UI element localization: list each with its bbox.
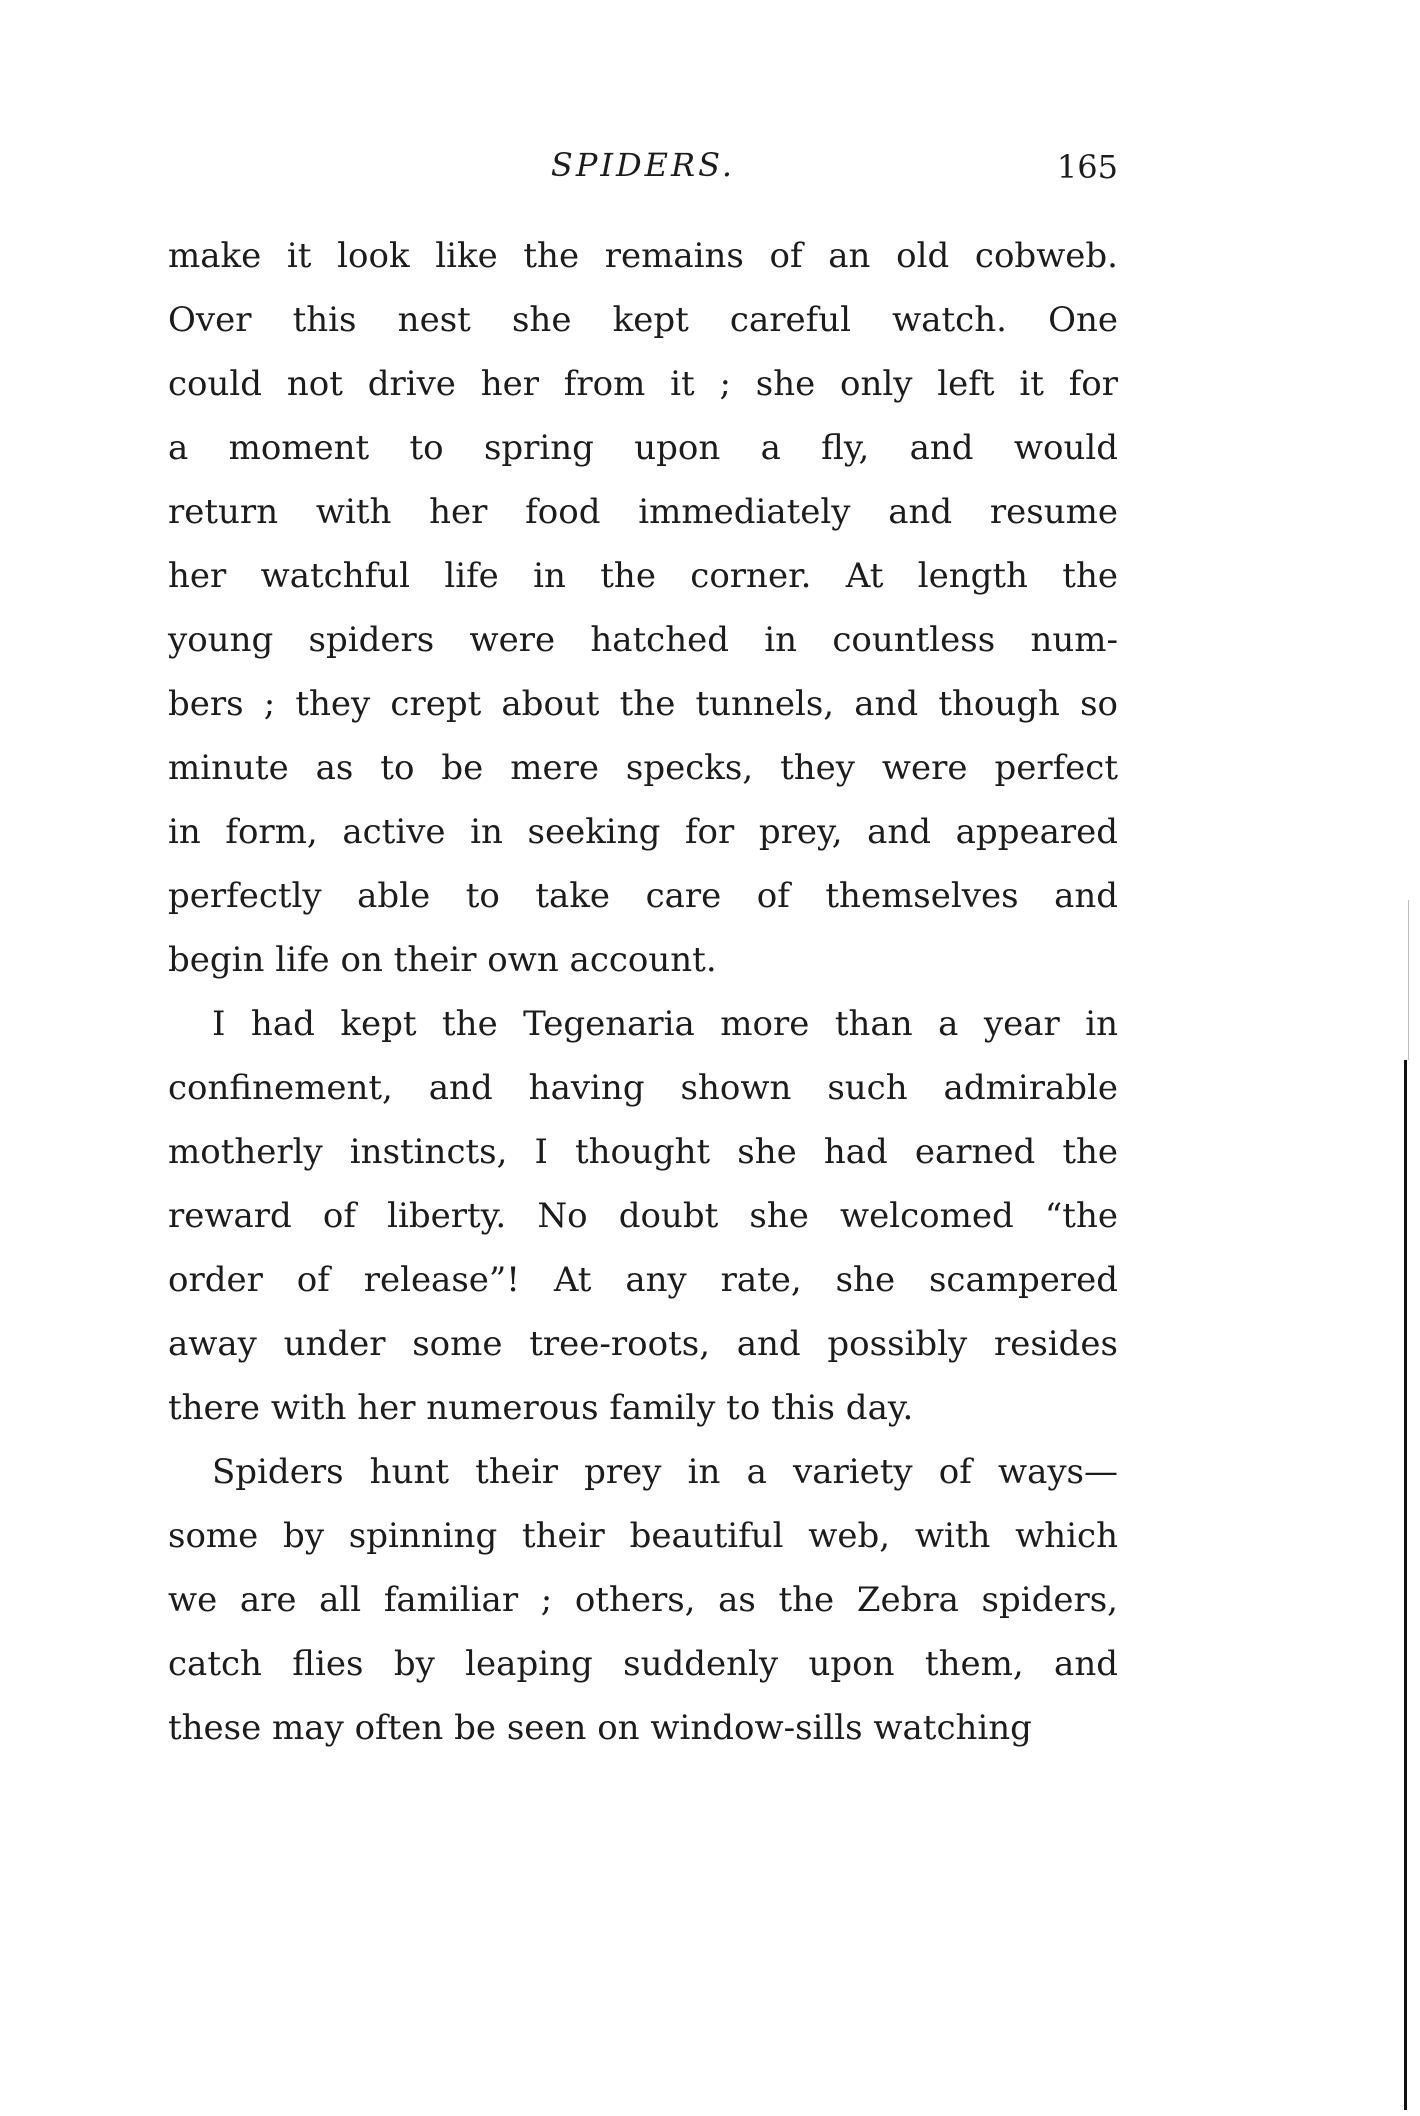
paragraph bbox=[168, 1440, 1118, 1760]
running-title: SPIDERS. bbox=[550, 146, 736, 184]
text-line: reward of liberty. No doubt she welcomed “the bbox=[168, 1196, 1118, 1236]
text-line: these may often be seen on window-sills watching bbox=[168, 1708, 1032, 1748]
text-line: make it look like the remains of an old cobweb. bbox=[168, 236, 1118, 276]
text-line: perfectly able to take care of themselves and bbox=[168, 876, 1118, 916]
text-line: in form, active in seeking for prey, and appeared bbox=[168, 812, 1118, 852]
text-line: some by spinning their beautiful web, with which bbox=[168, 1516, 1118, 1556]
text-line: a moment to spring upon a fly, and would bbox=[168, 428, 1118, 468]
text-line: minute as to be mere specks, they were perfect bbox=[168, 748, 1118, 788]
text-line: away under some tree-roots, and possibly resides bbox=[168, 1324, 1118, 1364]
text-line: I had kept the Tegenaria more than a year in bbox=[212, 1004, 1118, 1044]
text-line: motherly instincts, I thought she had earned the bbox=[168, 1132, 1118, 1172]
text-line: we are all familiar ; others, as the Zebra spiders, bbox=[168, 1580, 1118, 1620]
text-line: her watchful life in the corner. At length the bbox=[168, 556, 1118, 596]
page-number: 165 bbox=[1056, 148, 1118, 186]
text-line: bers ; they crept about the tunnels, and though so bbox=[168, 684, 1118, 724]
text-line: there with her numerous family to this day. bbox=[168, 1388, 914, 1428]
paragraph bbox=[168, 224, 1118, 992]
text-line: could not drive her from it ; she only left it for bbox=[168, 364, 1118, 404]
text-line: Spiders hunt their prey in a variety of ways— bbox=[212, 1452, 1118, 1492]
text-line: young spiders were hatched in countless num- bbox=[168, 620, 1118, 660]
running-head bbox=[168, 140, 1118, 190]
page-edge-shadow bbox=[1408, 900, 1409, 1060]
text-line: Over this nest she kept careful watch. One bbox=[168, 300, 1118, 340]
text-line: order of release”! At any rate, she scampered bbox=[168, 1260, 1118, 1300]
text-line: return with her food immediately and resume bbox=[168, 492, 1118, 532]
page-edge-line bbox=[1404, 1060, 1407, 2110]
text-line: begin life on their own account. bbox=[168, 940, 717, 980]
paragraph bbox=[168, 992, 1118, 1440]
body-text bbox=[168, 224, 1118, 1760]
text-line: catch flies by leaping suddenly upon them, and bbox=[168, 1644, 1118, 1684]
text-line: confinement, and having shown such admirable bbox=[168, 1068, 1118, 1108]
